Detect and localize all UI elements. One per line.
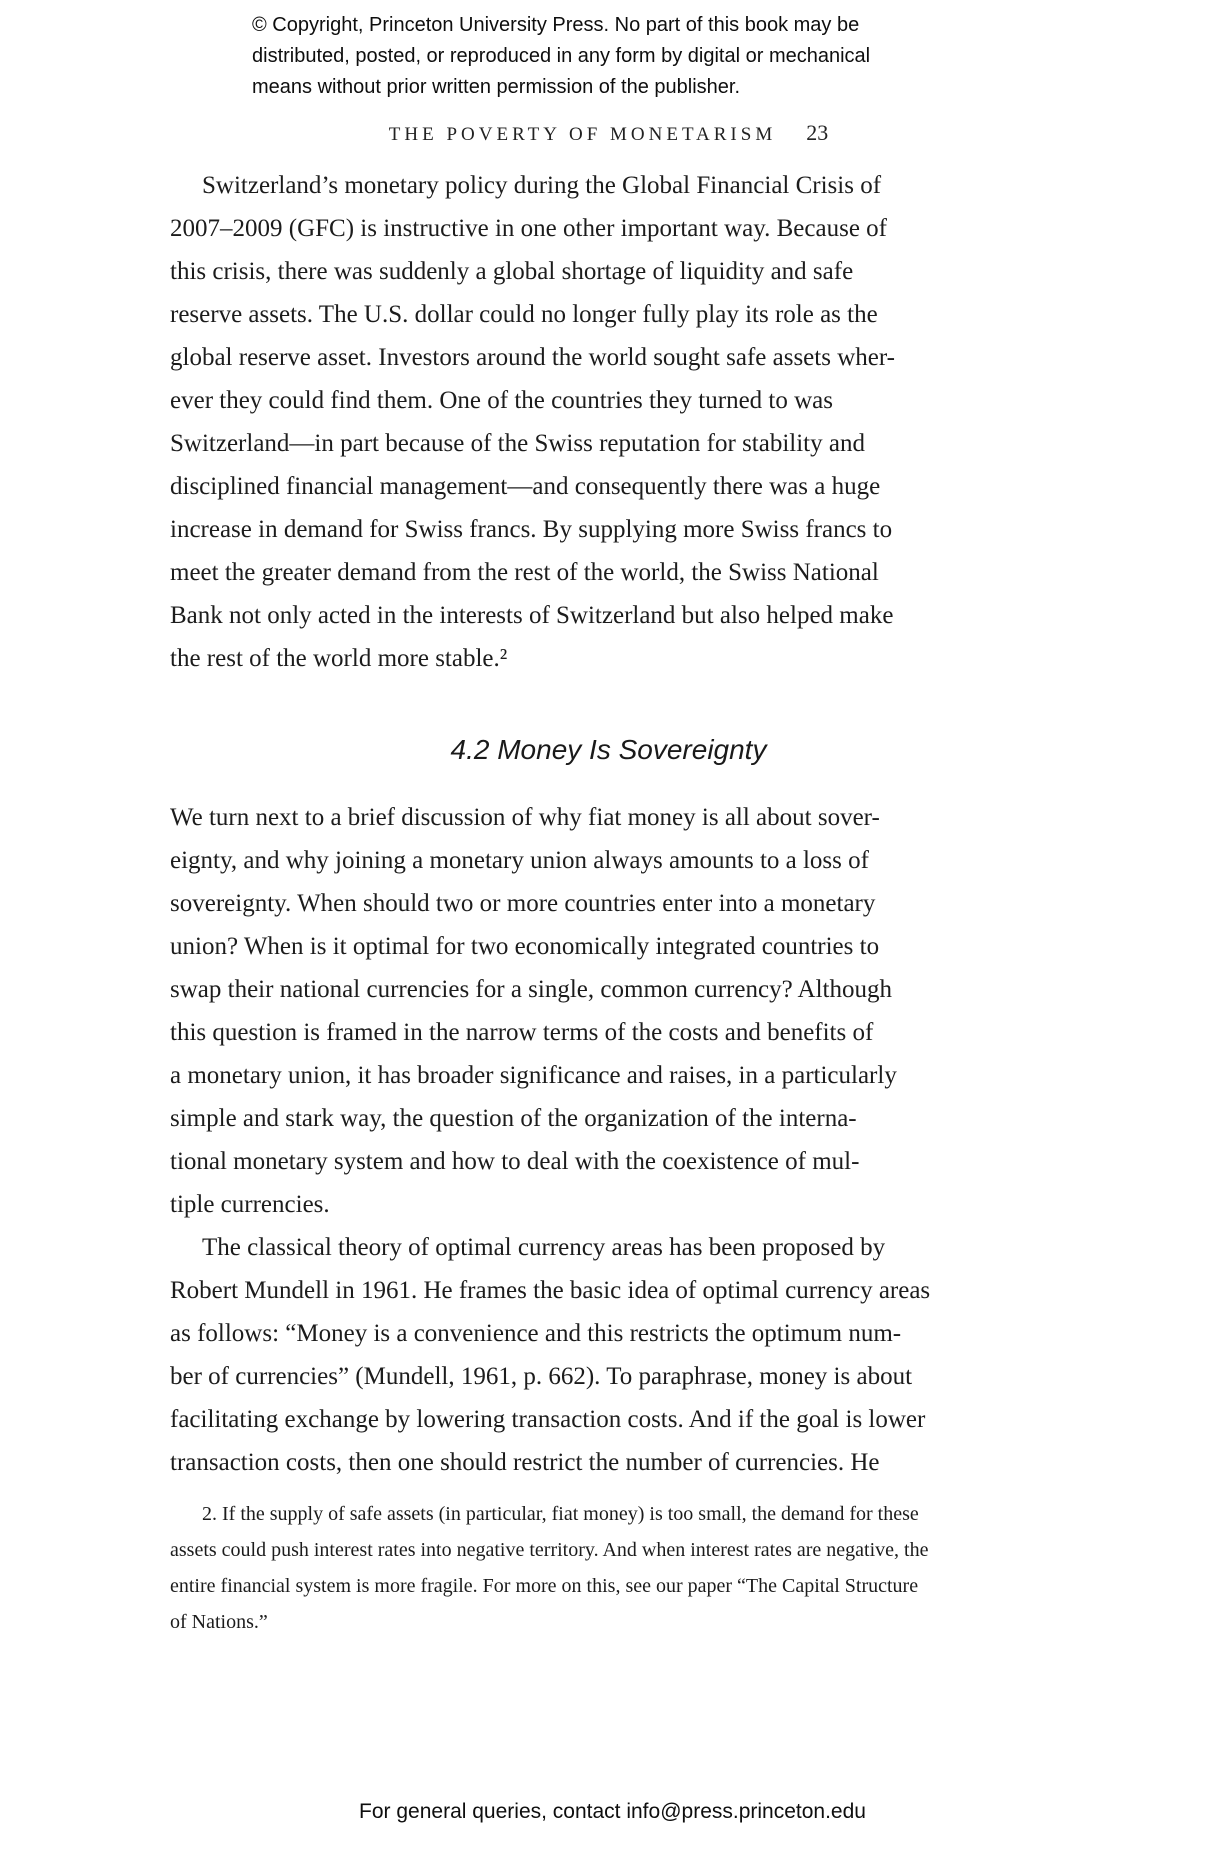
text-line: increase in demand for Swiss francs. By supplying more Swiss francs to [170,516,893,543]
text-line: The classical theory of optimal currency areas has been proposed by [202,1234,886,1261]
text-line: reserve assets. The U.S. dollar could no longer fully play its role as the [170,301,878,328]
text-line: © Copyright, Princeton University Press. No part of this book may be [252,14,860,36]
text-line: Switzerland—in part because of the Swiss reputation for stability and [170,430,865,457]
section-heading: 4.2 Money Is Sovereignty [450,734,767,765]
text-line: means without prior written permission of the publisher. [252,76,741,98]
running-head-title: THE POVERTY OF MONETARISM [388,124,777,145]
text-line: the rest of the world more stable.² [170,645,508,672]
copyright-notice [252,10,870,103]
text-line: this question is framed in the narrow terms of the costs and benefits of [170,1019,874,1046]
footnote [170,1496,1047,1640]
running-head [170,120,1047,146]
page-number: 23 [806,120,829,145]
text-line: union? When is it optimal for two economically integrated countries to [170,933,880,960]
text-line: facilitating exchange by lowering transaction costs. And if the goal is lower [170,1406,926,1433]
text-line: a monetary union, it has broader significance and raises, in a particularly [170,1062,897,1089]
footer-contact: For general queries, contact info@press.princeton.edu [359,1800,866,1823]
text-line: distributed, posted, or reproduced in any form by digital or mechanical [252,45,871,67]
text-line: tiple currencies. [170,1191,330,1218]
text-line: Switzerland’s monetary policy during the Global Financial Crisis of [202,172,882,199]
text-line: as follows: “Money is a convenience and this restricts the optimum num- [170,1320,902,1347]
text-line: global reserve asset. Investors around the world sought safe assets wher- [170,344,895,371]
text-line: transaction costs, then one should restrict the number of currencies. He [170,1449,880,1476]
text-line: tional monetary system and how to deal with the coexistence of mul- [170,1148,860,1175]
text-line: meet the greater demand from the rest of the world, the Swiss National [170,559,879,586]
text-line: 2. If the supply of safe assets (in particular, fiat money) is too small, the demand for these [202,1503,919,1525]
paragraph-swiss-policy [170,164,1047,680]
text-line: ber of currencies” (Mundell, 1961, p. 662). To paraphrase, money is about [170,1363,913,1390]
text-line: assets could push interest rates into negative territory. And when interest rates are negative, the [170,1539,929,1561]
text-line: simple and stark way, the question of the organization of the interna- [170,1105,857,1132]
text-line: Bank not only acted in the interests of Switzerland but also helped make [170,602,894,629]
body-text [170,164,1047,1640]
text-line: ever they could find them. One of the countries they turned to was [170,387,834,414]
text-line: of Nations.” [170,1611,268,1633]
paragraph-money-sovereignty [170,796,1047,1226]
text-line: sovereignty. When should two or more countries enter into a monetary [170,890,876,917]
text-line: this crisis, there was suddenly a global shortage of liquidity and safe [170,258,854,285]
text-line: entire financial system is more fragile. For more on this, see our paper “The Capital Structure [170,1575,919,1597]
text-line: swap their national currencies for a single, common currency? Although [170,976,892,1003]
text-line: We turn next to a brief discussion of why fiat money is all about sover- [170,804,880,831]
text-line: disciplined financial management—and consequently there was a huge [170,473,881,500]
paragraph-optimal-currency-areas [170,1226,1047,1484]
text-line: 2007–2009 (GFC) is instructive in one other important way. Because of [170,215,887,242]
text-line: eignty, and why joining a monetary union always amounts to a loss of [170,847,869,874]
text-line: Robert Mundell in 1961. He frames the basic idea of optimal currency areas [170,1277,931,1304]
